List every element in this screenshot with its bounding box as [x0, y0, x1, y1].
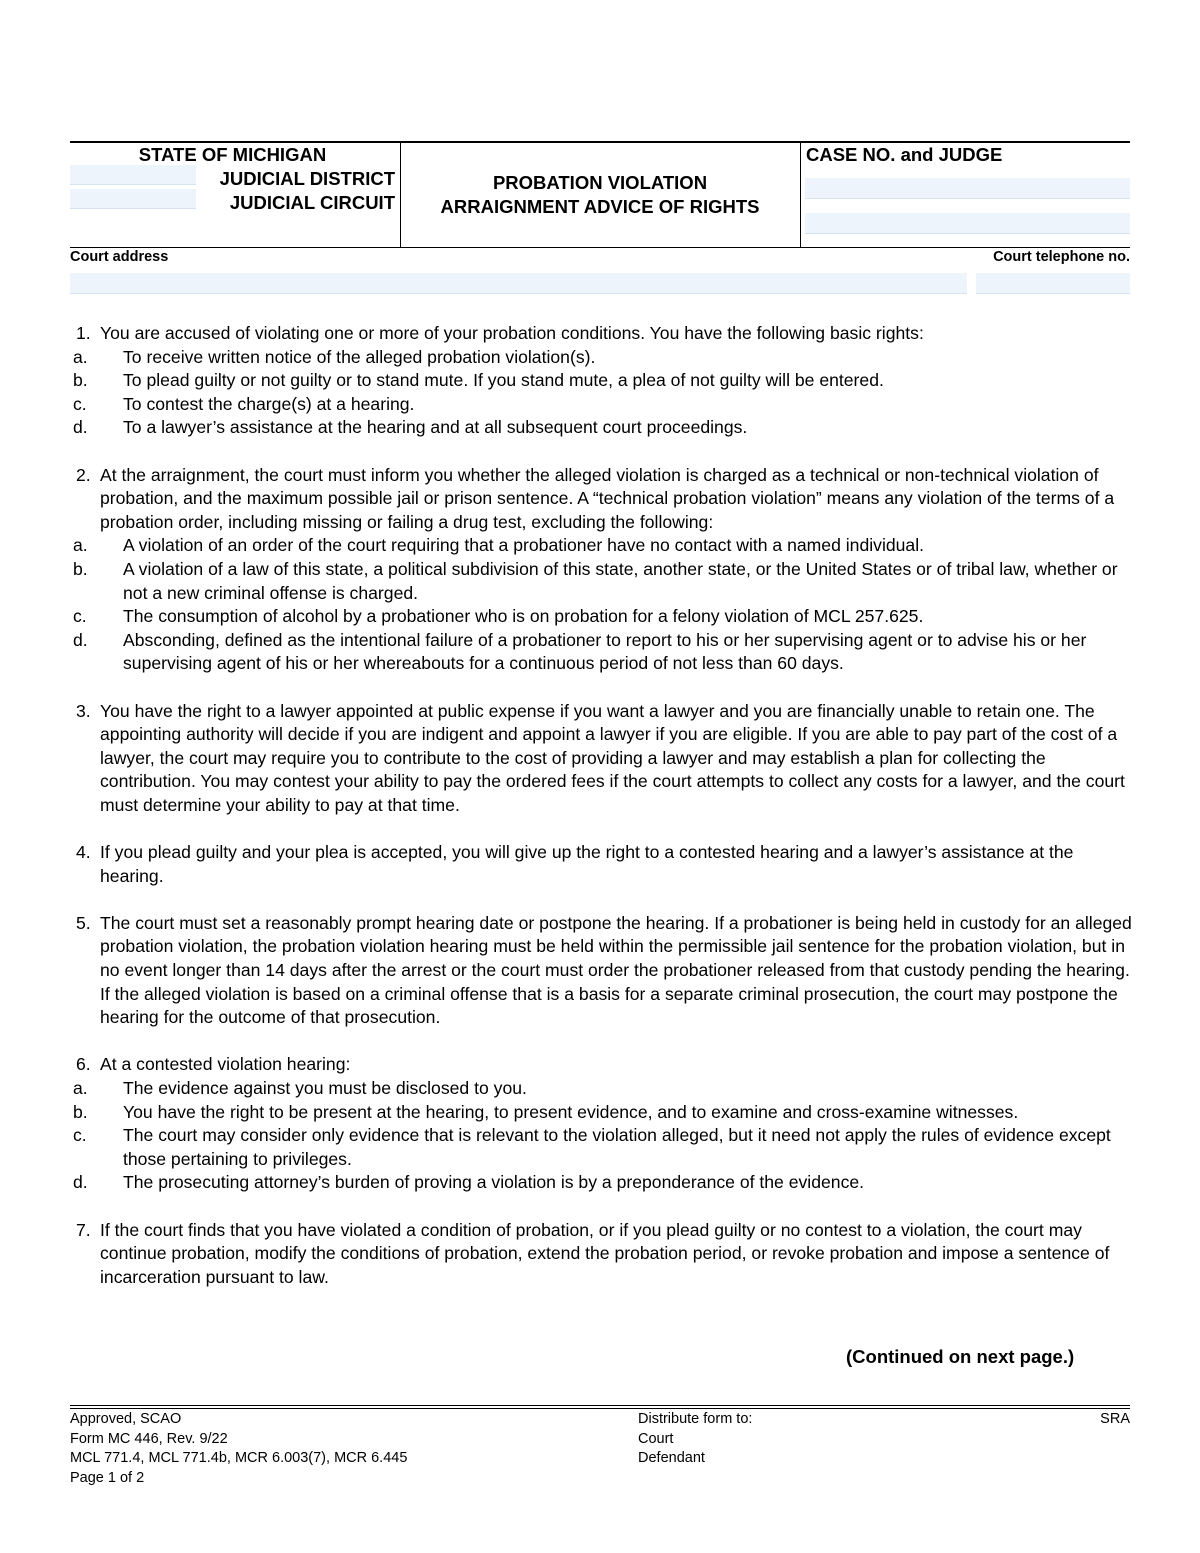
case-no-field[interactable] [805, 178, 1130, 199]
item-text: At a contested violation hearing: [100, 1054, 351, 1075]
footer-code: SRA [1100, 1411, 1130, 1427]
item-text: If the court finds that you have violated a condition of probation, or if you plead guilty or no contest to a violation, the court may continue probation, modify the conditions of probation, extend the probation period, or revoke probation and impose a sentence of incarceration pursuant to law. [100, 1219, 1110, 1287]
item-text: You are accused of violating one or more of your probation conditions. You have the following basic rights: [100, 323, 924, 343]
sub-item-letter: a. [73, 346, 88, 367]
sub-item-text: To plead guilty or not guilty or to stand mute. If you stand mute, a plea of not guilty will be entered. [123, 370, 884, 391]
item-number: 3. [76, 700, 91, 721]
rights-list [70, 322, 1132, 1313]
rights-item [70, 841, 1132, 888]
rights-item [70, 464, 1132, 676]
sub-item-letter: b. [73, 1101, 88, 1122]
footer-distribution [638, 1410, 752, 1469]
sub-item [73, 534, 1132, 558]
sub-item [73, 1077, 1132, 1101]
sub-item [73, 346, 1132, 370]
item-number: 1. [76, 323, 91, 343]
item-text: You have the right to a lawyer appointed at public expense if you want a lawyer and you are financially unable to retain one. The appointing authority will decide if you are indigent and appoint a lawyer if you are eligible. If you are able to pay part of the cost of a lawyer, the court may require you to contribute to the cost of providing a lawyer and may establish a plan for collecting the contribution. You may contest your ability to pay the ordered fees if the court attempts to collect any costs for a lawyer, and the court must determine your ability to pay at that time. [100, 700, 1125, 815]
court-phone-field[interactable] [976, 273, 1130, 294]
sub-item-text: You have the right to be present at the hearing, to present evidence, and to examine and cross-examine witnesses. [123, 1101, 1019, 1122]
sub-item [73, 1171, 1132, 1195]
item-number: 5. [76, 912, 91, 933]
sub-item-text: A violation of an order of the court requiring that a probationer have no contact with a named individual. [123, 535, 925, 556]
item-text: If you plead guilty and your plea is accepted, you will give up the right to a contested hearing and a lawyer’s assistance at the hearing. [100, 842, 1074, 886]
item-text: The court must set a reasonably prompt hearing date or postpone the hearing. If a probationer is being held in custody for an alleged probation violation, the probation violation hearing must be held within the permissible jail sentence for the probation violation, but in no event longer than 14 days after the arrest or the court must order the probationer released from that custody pending the hearing. If the alleged violation is based on a criminal offense that is a basis for a separate criminal prosecution, the court may postpone the hearing for the outcome of that prosecution. [100, 912, 1132, 1028]
footer-approved: Approved, SCAO [70, 1411, 182, 1427]
sub-item [73, 369, 1132, 393]
sub-item-text: To receive written notice of the alleged probation violation(s). [123, 346, 596, 367]
distribute-court: Court [638, 1430, 674, 1447]
sub-item-text: A violation of a law of this state, a political subdivision of this state, another state, or the United States or of tribal law, whether or not a new criminal offense is charged. [123, 558, 1118, 603]
sub-item [73, 605, 1132, 629]
sub-item [73, 393, 1132, 417]
header-divider-right [800, 143, 801, 247]
footer-rule-bottom [70, 1408, 1130, 1409]
rights-item [70, 700, 1132, 818]
header-bottom-rule [70, 247, 1130, 248]
sub-item-letter: a. [73, 535, 88, 556]
sub-item-letter: c. [73, 606, 87, 627]
form-title [400, 171, 800, 219]
rights-item [70, 1053, 1132, 1195]
sub-item-letter: d. [73, 1172, 88, 1193]
continued-note: (Continued on next page.) [846, 1346, 1075, 1367]
case-no-label: CASE NO. and JUDGE [806, 144, 1003, 165]
footer-left [70, 1410, 407, 1488]
footer-page-number: Page 1 of 2 [70, 1469, 145, 1486]
footer-citations: MCL 771.4, MCL 771.4b, MCR 6.003(7), MCR 6.445 [70, 1450, 408, 1467]
item-number: 7. [76, 1219, 91, 1240]
district-field[interactable] [70, 165, 196, 185]
item-number: 2. [76, 464, 91, 485]
item-text: At the arraignment, the court must inform you whether the alleged violation is charged as a technical or non-technical violation of probation, and the maximum possible jail or prison sentence. A “technical probation violation” means any violation of the terms of a probation order, including missing or failing a drug test, excluding the following: [100, 464, 1115, 532]
judge-field[interactable] [805, 213, 1130, 234]
sub-item-letter: b. [73, 558, 88, 579]
sub-item [73, 416, 1132, 440]
circuit-field[interactable] [70, 189, 196, 209]
footer-rule-top [70, 1405, 1130, 1406]
sub-item-text: The evidence against you must be disclosed to you. [123, 1078, 527, 1098]
sub-item-letter: c. [73, 1125, 87, 1146]
court-address-label: Court address [70, 249, 169, 265]
form-title-line1: PROBATION VIOLATION [492, 172, 708, 193]
sub-item-letter: a. [73, 1078, 88, 1098]
distribute-defendant: Defendant [638, 1450, 705, 1467]
sub-item-letter: b. [73, 370, 88, 391]
sub-item-text: The consumption of alcohol by a probationer who is on probation for a felony violation of MCL 257.625. [123, 606, 924, 627]
sub-item-letter: c. [73, 393, 87, 414]
sub-item-letter: d. [73, 417, 88, 438]
distribute-label: Distribute form to: [638, 1411, 753, 1427]
sub-item [73, 629, 1132, 676]
form-title-line2: ARRAIGNMENT ADVICE OF RIGHTS [440, 196, 760, 217]
footer-form-number: Form MC 446, Rev. 9/22 [70, 1430, 228, 1447]
rights-item [70, 1219, 1132, 1290]
item-number: 6. [76, 1054, 91, 1075]
sub-item-text: To a lawyer’s assistance at the hearing and at all subsequent court proceedings. [123, 417, 748, 438]
item-number: 4. [76, 842, 91, 863]
sub-item-letter: d. [73, 629, 88, 650]
sub-item [73, 558, 1132, 605]
district-label: JUDICIAL DISTRICT [219, 168, 395, 189]
sub-item [73, 1124, 1132, 1171]
state-name: STATE OF MICHIGAN [138, 144, 327, 165]
rights-item [70, 322, 1132, 440]
sub-item-text: To contest the charge(s) at a hearing. [123, 393, 415, 414]
circuit-label: JUDICIAL CIRCUIT [229, 192, 395, 213]
sub-item-text: The prosecuting attorney’s burden of proving a violation is by a preponderance of the evidence. [123, 1172, 865, 1193]
sub-item-text: Absconding, defined as the intentional failure of a probationer to report to his or her supervising agent or to advise his or her supervising agent of his or her whereabouts for a continuous period of not less than 60 days. [123, 629, 1087, 674]
court-address-field[interactable] [70, 273, 967, 294]
rights-item [70, 912, 1132, 1030]
sub-item [73, 1101, 1132, 1125]
court-phone-label: Court telephone no. [993, 249, 1130, 265]
sub-item-text: The court may consider only evidence that is relevant to the violation alleged, but it need not apply the rules of evidence except those pertaining to privileges. [123, 1125, 1111, 1169]
